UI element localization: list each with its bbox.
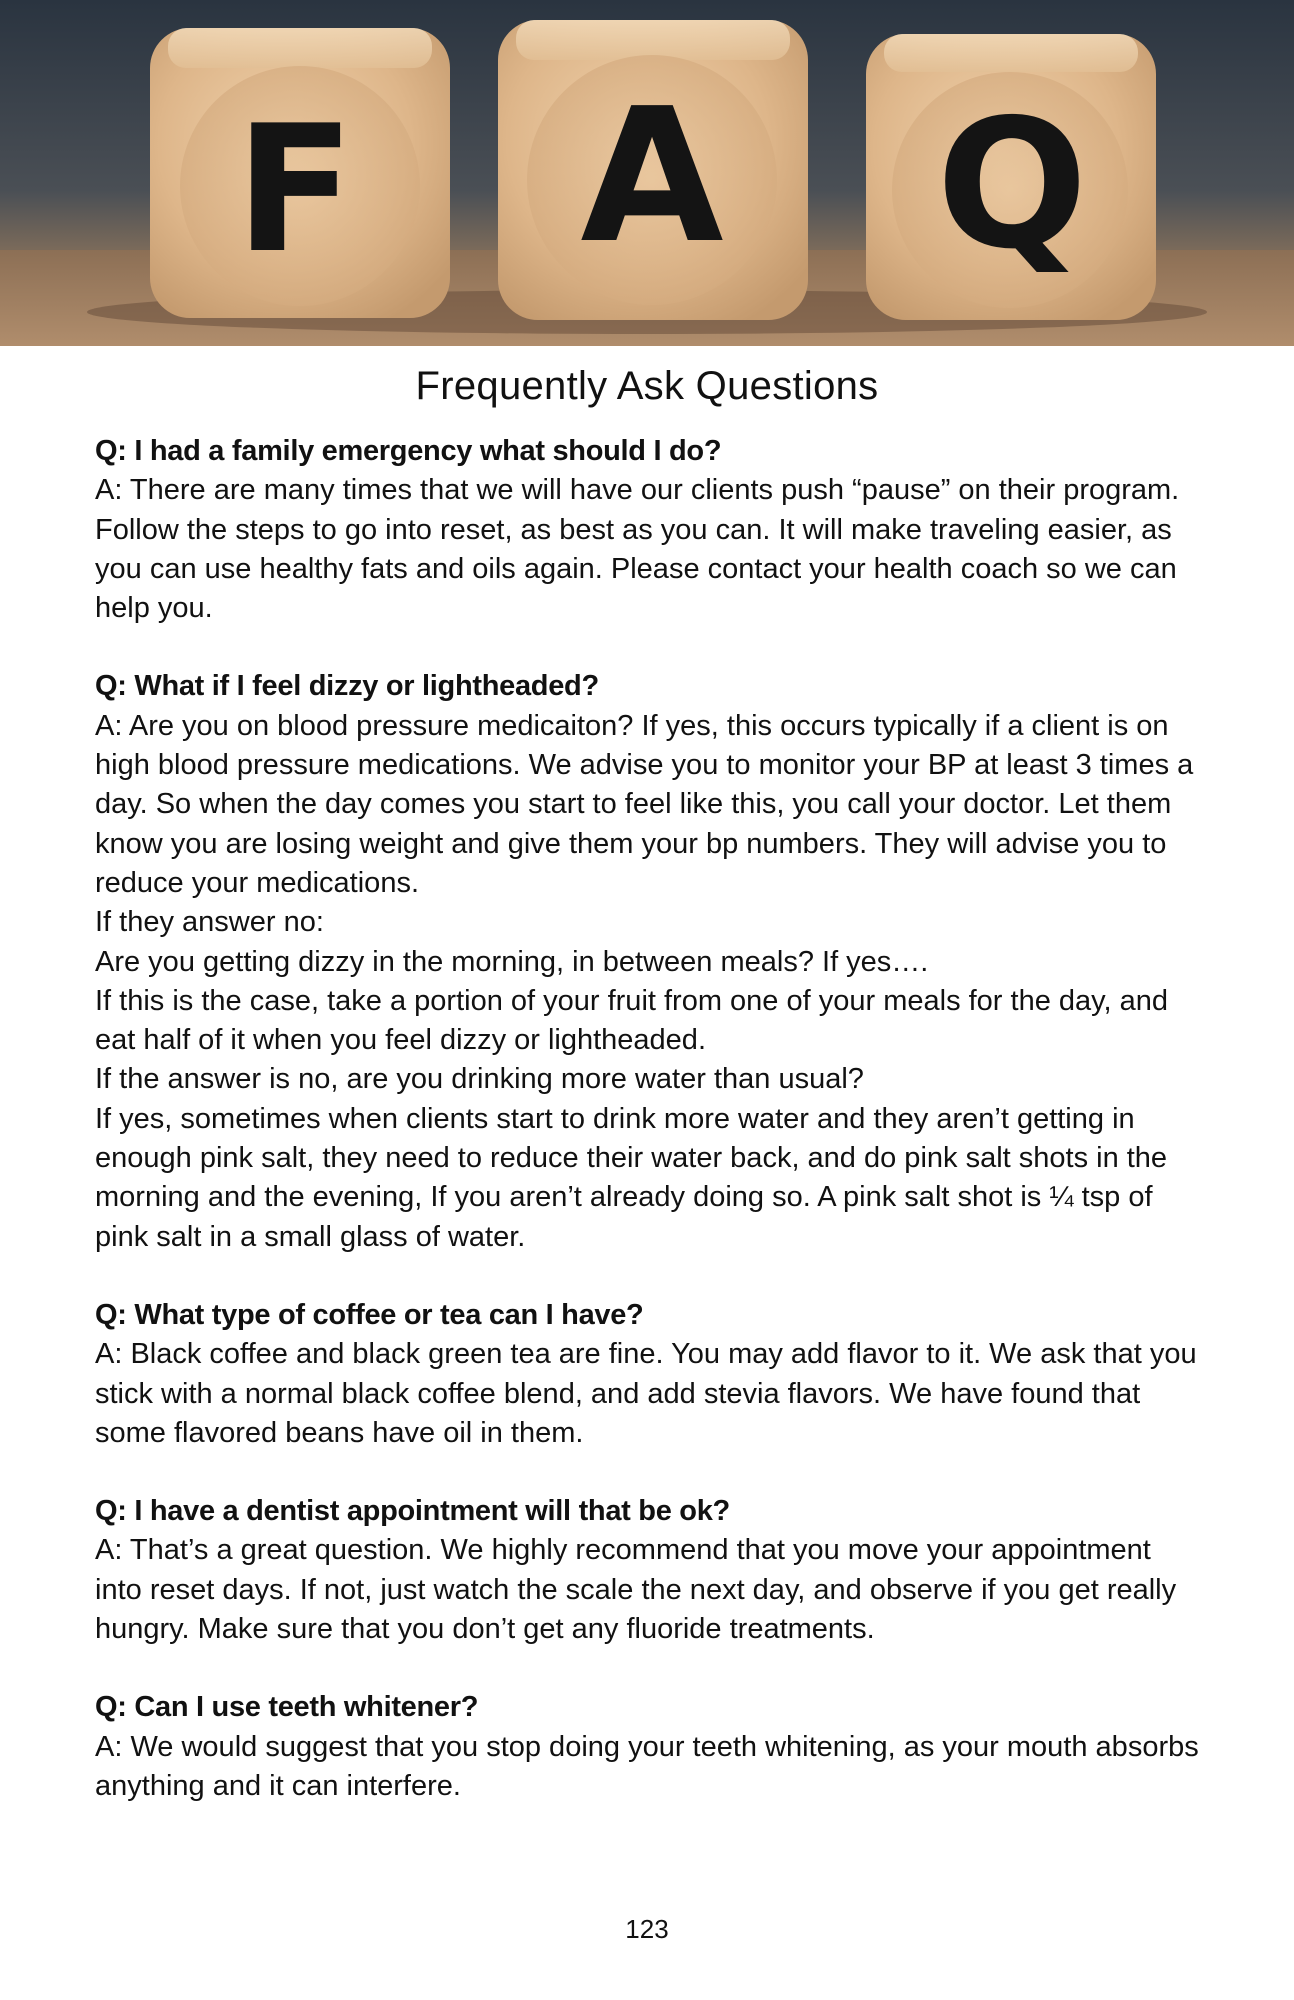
faq-question: Q: I had a family emergency what should I do? xyxy=(95,435,722,467)
faq-item xyxy=(95,1492,1205,1649)
faq-answer: A: We would suggest that you stop doing your teeth whitening, as your mouth absorbs anything and it can interfere. xyxy=(95,1730,1199,1802)
faq-item xyxy=(95,432,1205,628)
faq-answer: A: Are you on blood pressure medicaiton? If yes, this occurs typically if a client is on high blood pressure medications. We advise you to monitor your BP at least 3 times a day. So when the day comes you start to feel like this, you call your doctor. Let them know you are losing weight and give them your bp numbers. They will advise you to reduce your medications. xyxy=(95,709,1194,899)
faq-question: Q: What if I feel dizzy or lightheaded? xyxy=(95,670,599,703)
die-q xyxy=(866,34,1156,320)
faq-question: Q: Can I use teeth whitener? xyxy=(95,1691,479,1724)
faq-answer: If the answer is no, are you drinking more water than usual? xyxy=(95,1063,864,1096)
faq-hero-image xyxy=(0,0,1294,346)
die-f xyxy=(150,28,450,318)
page-number: 123 xyxy=(625,1914,669,1944)
faq-list xyxy=(95,432,1205,1845)
faq-answer: Are you getting dizzy in the morning, in between meals? If yes…. xyxy=(95,945,929,978)
faq-answer: If yes, sometimes when clients start to drink more water and they aren’t getting in enough pink salt, they need to reduce their water back, and do pink salt shots in the morning and the evening, If you aren’t already doing so. A pink salt shot is ¼ tsp of pink salt in a small glass of water. xyxy=(95,1102,1168,1253)
faq-answer: A: Black coffee and black green tea are fine. You may add flavor to it. We ask that you stick with a normal black coffee blend, and add stevia flavors. We have found that some flavored beans have oil in them. xyxy=(95,1338,1197,1449)
faq-item xyxy=(95,667,1205,1256)
faq-item xyxy=(95,1688,1205,1806)
page-title: Frequently Ask Questions xyxy=(415,364,879,408)
svg-text:F: F xyxy=(235,89,355,292)
svg-text:Q: Q xyxy=(936,81,1088,288)
faq-answer: A: That’s a great question. We highly recommend that you move your appointment into reset days. If not, just watch the scale the next day, and observe if you get really hungry. Make sure that you don’t get any fluoride treatments. xyxy=(95,1534,1177,1646)
svg-text:A: A xyxy=(580,68,724,284)
faq-question: Q: What type of coffee or tea can I have? xyxy=(95,1298,644,1331)
faq-answer: If they answer no: xyxy=(95,906,324,939)
die-a xyxy=(498,20,808,320)
faq-item xyxy=(95,1296,1205,1453)
faq-answer: If this is the case, take a portion of your fruit from one of your meals for the day, and eat half of it when you feel dizzy or lightheaded. xyxy=(95,984,1168,1057)
faq-question: Q: I have a dentist appointment will that be ok? xyxy=(95,1495,730,1528)
faq-answer: A: There are many times that we will have our clients push “pause” on their program. Follow the steps to go into reset, as best as you can. It will make traveling easier, as you can use healthy fats and oils again. Please contact your health coach so we can help you. xyxy=(95,474,1180,625)
